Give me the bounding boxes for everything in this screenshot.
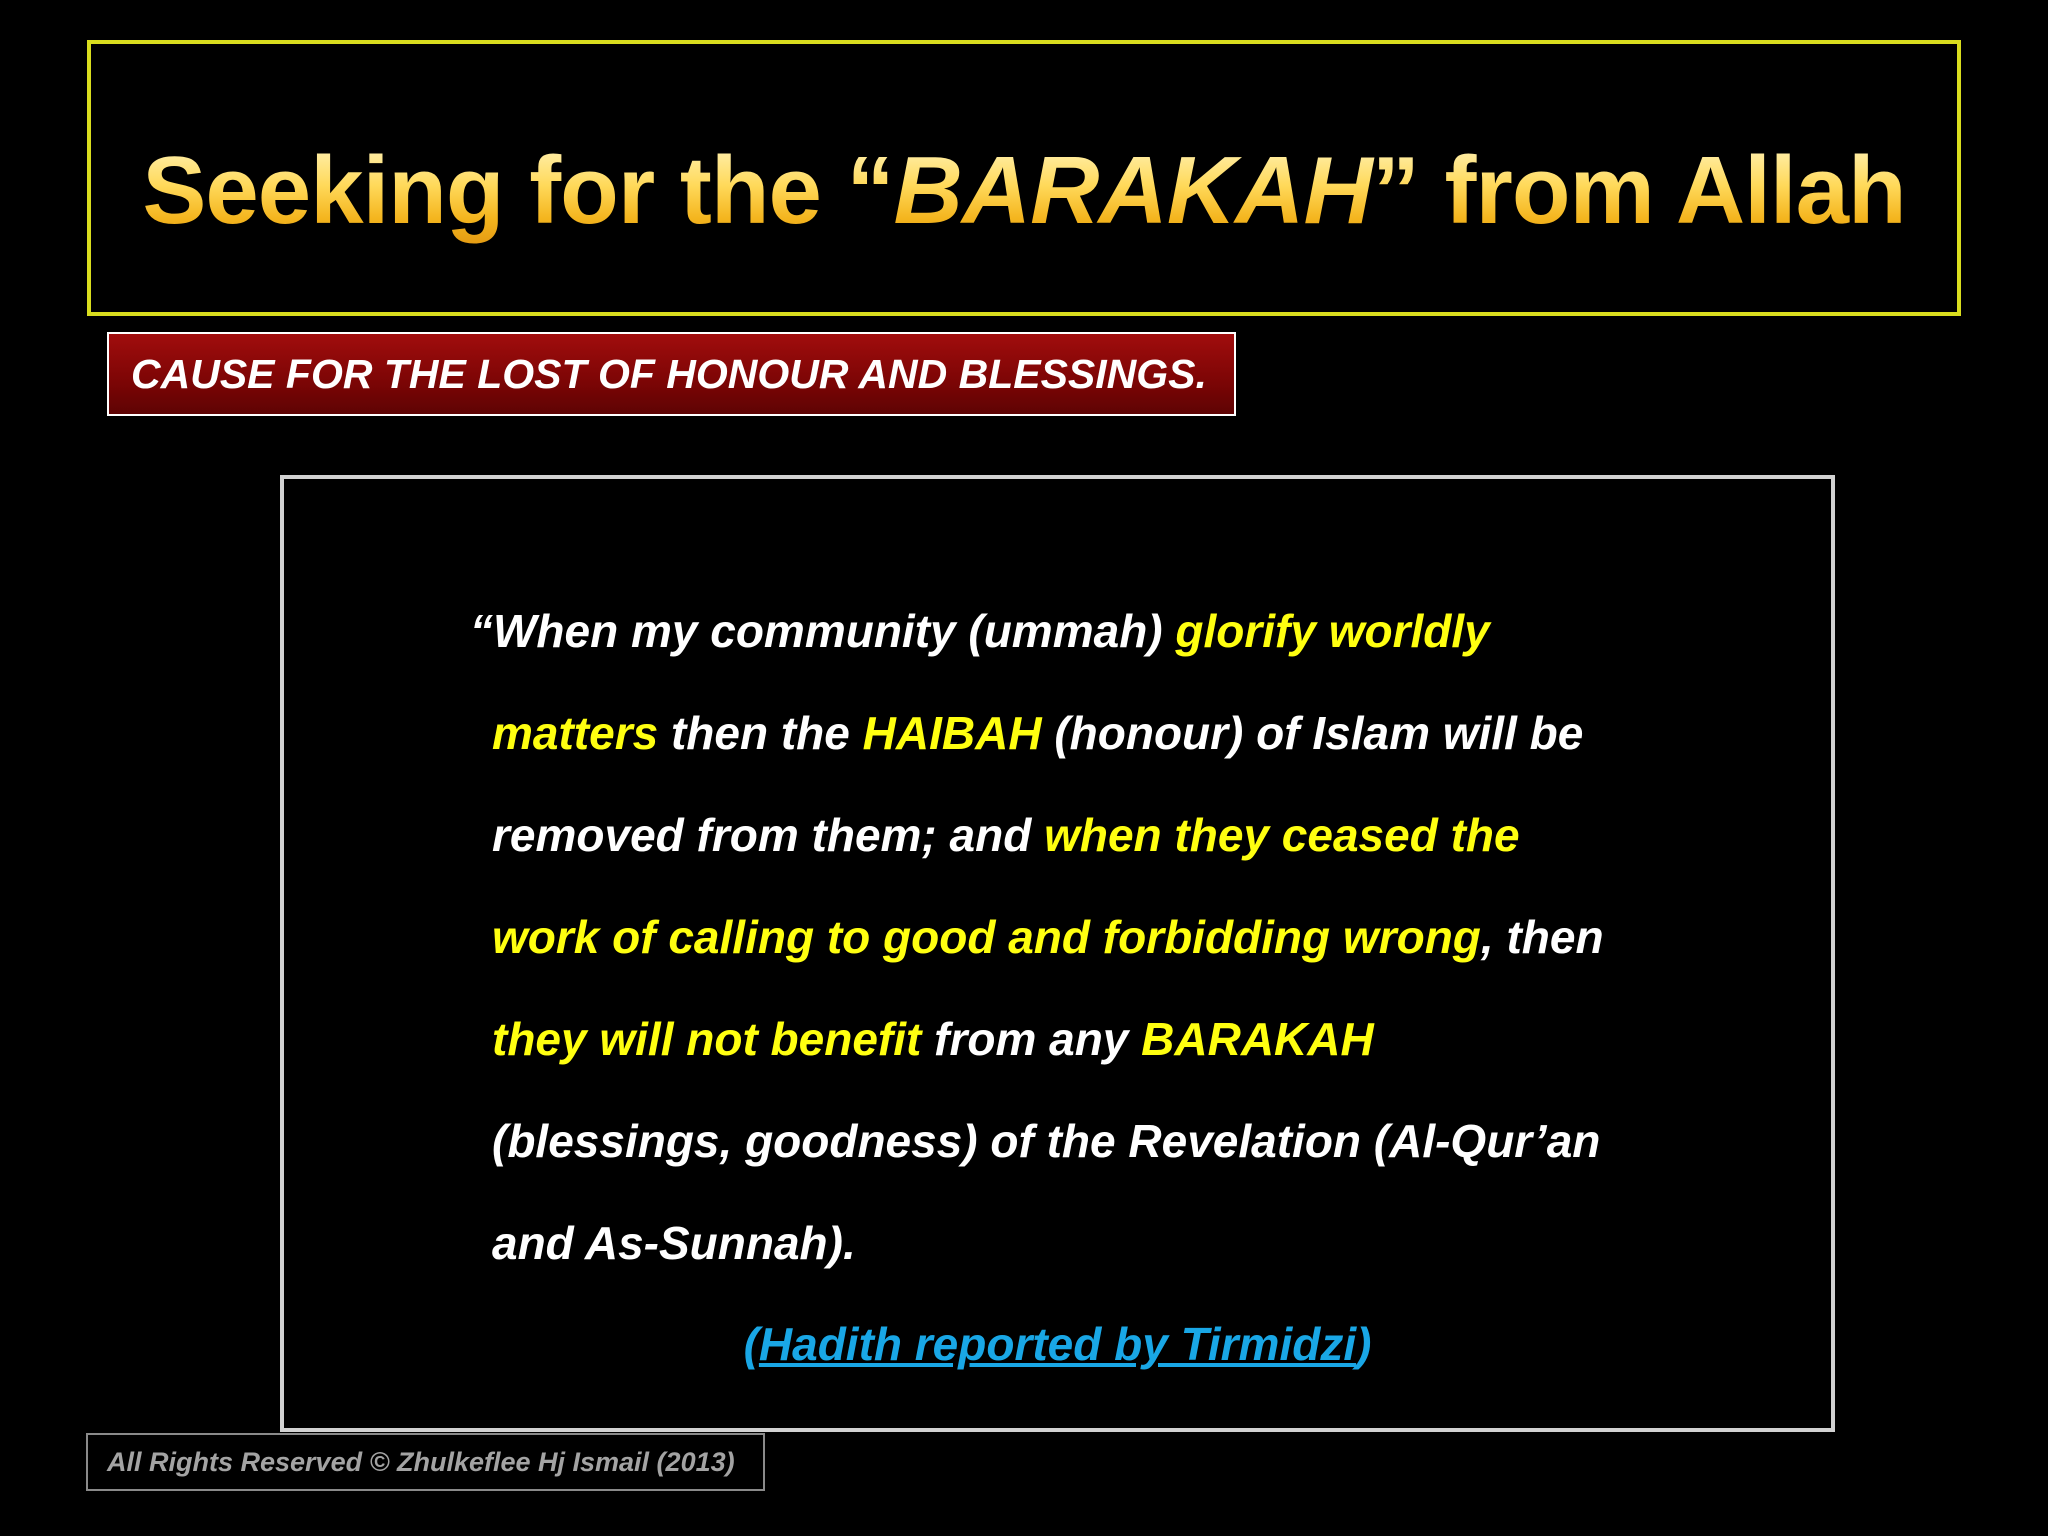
quote-text: (blessings, goodness) of the Revelation (Al-Qur’an: [492, 1115, 1601, 1167]
quote-highlight: matters: [492, 707, 659, 759]
title-suffix: ” from Allah: [1371, 137, 1906, 244]
quote-highlight: when they ceased the: [1044, 809, 1520, 861]
quote-highlight: HAIBAH: [862, 707, 1042, 759]
quote-text: (honour) of Islam will be: [1041, 707, 1584, 759]
title-emphasis: BARAKAH: [893, 137, 1372, 244]
copyright-notice: All Rights Reserved © Zhulkeflee Hj Ismail (2013): [86, 1433, 765, 1491]
quote-highlight: work of calling to good and forbidding wrong: [492, 911, 1481, 963]
quote-text: from any: [921, 1013, 1142, 1065]
source-close-paren: ): [1356, 1318, 1372, 1370]
quote-line-5: [470, 988, 1770, 1090]
quote-text: removed from them; and: [492, 809, 1045, 861]
title-prefix: Seeking for the “: [142, 137, 894, 244]
quote-line-7: [470, 1192, 1770, 1294]
quote-text: then the: [658, 707, 863, 759]
source-open-paren: (: [743, 1318, 759, 1370]
source-link[interactable]: Hadith reported by Tirmidzi: [758, 1318, 1357, 1370]
quote-text: and As-Sunnah).: [492, 1217, 856, 1269]
quote-line-2: [470, 682, 1770, 784]
quote-line-6: [470, 1090, 1770, 1192]
title-box: [87, 40, 1961, 316]
quote-highlight: glorify worldly: [1175, 605, 1490, 657]
quote-highlight: BARAKAH: [1141, 1013, 1374, 1065]
quote-box: [280, 475, 1835, 1432]
quote-line-4: [470, 886, 1770, 988]
cause-banner: CAUSE FOR THE LOST OF HONOUR AND BLESSINGS.: [107, 332, 1236, 416]
quote-highlight: they will not benefit: [492, 1013, 922, 1065]
quote-line-3: [470, 784, 1770, 886]
quote-text: “When my community (ummah): [470, 605, 1176, 657]
hadith-quote: [470, 580, 1770, 1294]
slide-title: [91, 136, 1957, 246]
quote-text: , then: [1480, 911, 1604, 963]
hadith-source: [284, 1317, 1831, 1371]
quote-line-1: [470, 580, 1770, 682]
